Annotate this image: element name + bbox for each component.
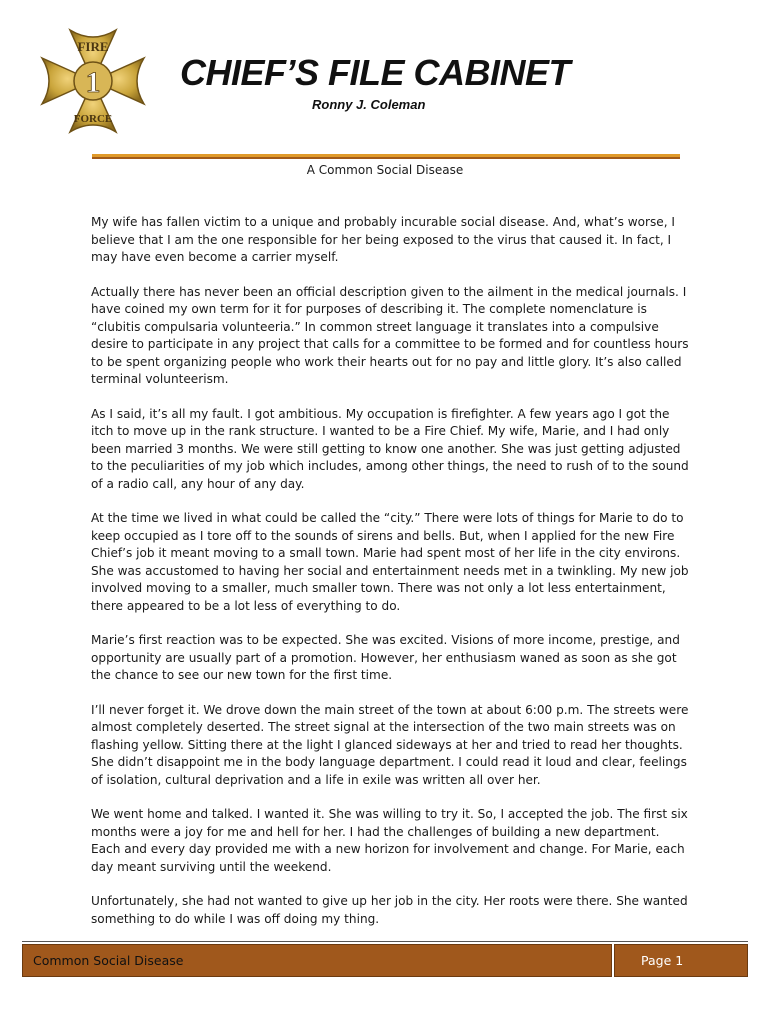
logo-top-text: FIRE [77, 39, 109, 54]
paragraph: Actually there has never been an official description given to the ailment in the medical journals. I have coined my own term for it for purposes of describing it. The complete nomenclature is “clubitis compulsaria volunteeria.” In common street language it translates into a compulsive desire to participate in any project that calls for a committee to be formed and for countless hours to be spent organizing people who work their hearts out for no pay and little glory. It’s also called terminal volunteerism. [91, 284, 689, 386]
paragraph: As I said, it’s all my fault. I got ambitious. My occupation is firefighter. A few years ago I got the itch to move up in the rank structure. I wanted to be a Fire Chief. My wife, Marie, and I had only been married 3 months. We were still getting to know one another. She was just getting adjusted to the peculiarities of my job which includes, among other things, the need to rush of to the sound of a radio call, any hour of any day. [91, 406, 689, 491]
page-number-box [614, 944, 748, 977]
paragraph: At the time we lived in what could be called the “city.” There were lots of things for Marie to do to keep occupied as I tore off to the sounds of sirens and bells. But, when I applied for the new Fire Chief’s job it meant moving to a small town. Marie had spent most of her life in the city environs. She was accustomed to having her social and entertainment needs met in a twinkling. My new job involved moving to a smaller, much smaller town. There was not only a lot less entertainment, there appeared to be a lot less of everything to do. [91, 511, 689, 613]
paragraph: Marie’s first reaction was to be expected. She was excited. Visions of more income, prestige, and opportunity are usually part of a promotion. However, her enthusiasm waned as soon as she got the chance to see our new town for the first time. [91, 633, 680, 682]
footer-title-box [22, 944, 612, 977]
fire-force-logo [36, 24, 150, 138]
paragraph: I’ll never forget it. We drove down the main street of the town at about 6:00 p.m. The streets were almost completely deserted. The street signal at the intersection of the two main streets was on flashing yellow. Sitting there at the light I glanced sideways at her and tried to read her thoughts. She didn’t disappoint me in the body language department. I could read it loud and clear, feelings of isolation, cultural deprivation and a life in exile was written all over her. [91, 702, 689, 787]
logo-center-text: 1 [85, 66, 101, 99]
page-title: CHIEF’S FILE CABINET [180, 52, 571, 93]
article-subtitle: A Common Social Disease [306, 163, 464, 177]
paragraph: Unfortunately, she had not wanted to give up her job in the city. Her roots were there. She wanted something to do while I was off doing my thing. [91, 894, 688, 926]
paragraph: My wife has fallen victim to a unique and probably incurable social disease. And, what’s worse, I believe that I am the one responsible for her being exposed to the virus that caused it. In fact, I may have even become a carrier myself. [91, 215, 675, 264]
header-rule-dark [92, 157, 680, 159]
maltese-cross-badge-icon [36, 24, 150, 138]
footer-title: Common Social Disease [33, 953, 184, 968]
article-body [91, 214, 691, 945]
logo-bottom-text: FORCE [73, 113, 113, 125]
paragraph: We went home and talked. I wanted it. She was willing to try it. So, I accepted the job. The first six months were a joy for me and hell for her. I had the challenges of building a new department. Each and every day provided me with a new horizon for involvement and change. For Marie, each day meant surviving until the weekend. [91, 807, 688, 874]
author-name: Ronny J. Coleman [312, 97, 426, 112]
page-number: Page 1 [641, 953, 684, 968]
footer-divider [22, 941, 748, 942]
page-footer [22, 944, 748, 977]
